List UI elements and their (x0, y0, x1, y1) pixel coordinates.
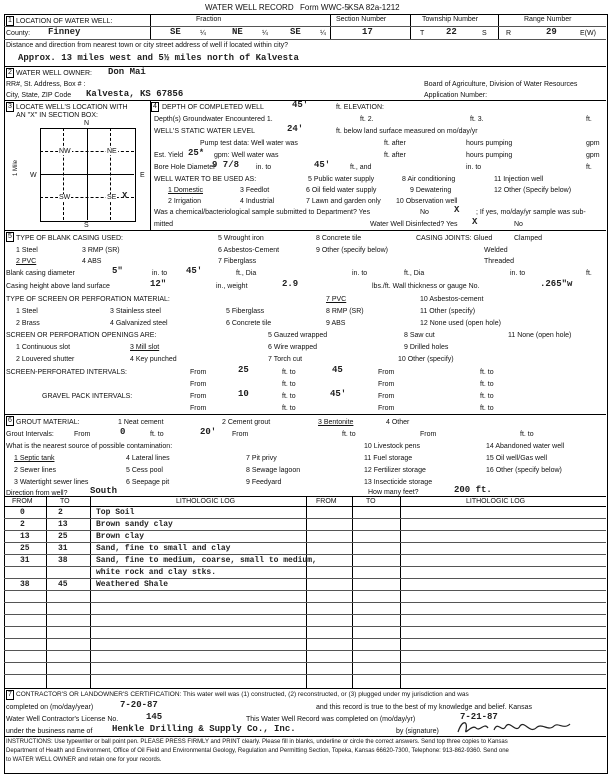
section-number-label: Section Number (336, 16, 387, 23)
log-row-7-to: 45 (58, 580, 68, 589)
screen-type-label: TYPE OF SCREEN OR PERFORATION MATERIAL: (6, 296, 170, 303)
gravel-pack-label: GRAVEL PACK INTERVALS: (42, 393, 133, 400)
static-level-rest: ft. below land surface measured on mo/day/yr (336, 128, 478, 135)
grout-2: 2 Cement grout (222, 419, 271, 426)
perf-from-2-label: From (190, 381, 207, 388)
log-to-header: TO (60, 498, 70, 505)
fraction-3: SE (290, 27, 301, 37)
casing-5: 5 Wrought iron (218, 235, 264, 242)
yield-value: 25* (188, 148, 205, 158)
use-6: 6 Oil field water supply (306, 187, 377, 194)
township-t-label: T (420, 30, 425, 37)
log-from-header: FROM (12, 498, 33, 505)
completed-value: 7-20-87 (120, 700, 158, 710)
location-label: LOCATION OF WATER WELL: (16, 18, 113, 25)
log-row-3-to: 25 (58, 532, 68, 541)
gravel-to-4-label: ft. to (480, 405, 494, 412)
casing-7: 7 Fiberglass (218, 258, 257, 265)
locate-label-2: AN "X" IN SECTION BOX: (16, 112, 98, 119)
direction-label: Direction from well? (6, 490, 68, 497)
distance-label: Distance and direction from nearest town or city street address of well if located within city? (6, 42, 289, 49)
east-west-indicator: E(W) (580, 30, 596, 37)
pump-gpm-label: gpm (586, 140, 600, 147)
perf-from-label: From (190, 369, 207, 376)
grout-from-2-label: From (232, 431, 249, 438)
board-label: Board of Agriculture, Division of Water Resources (424, 81, 578, 88)
fraction-label: Fraction (196, 16, 222, 23)
screen-6: 6 Concrete tile (226, 320, 272, 327)
log-row-6-desc: white rock and clay stks. (96, 568, 217, 577)
gravel-from-value: 10 (238, 389, 249, 399)
gravel-to-value: 45' (330, 389, 347, 399)
static-level-value: 24' (287, 124, 304, 134)
perf-to-4-label: ft. to (480, 381, 494, 388)
log-row-7-desc: Weathered Shale (96, 580, 169, 589)
perf-to-3-label: ft. to (282, 381, 296, 388)
record-completed-value: 7-21-87 (460, 712, 498, 722)
contam-3: 3 Watertight sewer lines (14, 479, 89, 486)
casing-8: 8 Concrete tile (316, 235, 362, 242)
blank-ft-label: ft. (586, 270, 592, 277)
blank-diameter-value: 5" (112, 266, 123, 276)
bore-diameter-label: Bore Hole Diameter (154, 164, 216, 171)
perf-to-label: ft. to (282, 369, 296, 376)
form-title: WATER WELL RECORD (205, 3, 294, 12)
ksa-number: KSA 82a-1212 (348, 3, 400, 12)
screen-3: 3 Stainless steel (110, 308, 161, 315)
city-value: Kalvesta, KS 67856 (86, 89, 184, 99)
yield-after-label: ft. after (384, 152, 406, 159)
log-row-4-desc: Sand, fine to small and clay (96, 544, 231, 553)
quarter-2: ¼ (262, 30, 268, 37)
log-row-1-from: 0 (20, 508, 25, 517)
west-label: W (30, 172, 37, 179)
license-label: Water Well Contractor's License No. (6, 716, 119, 723)
chem-no-label: No (420, 209, 429, 216)
opening-2: 2 Louvered shutter (16, 356, 75, 363)
certification-text-2: and this record is true to the best of my knowledge and belief. Kansas (316, 704, 532, 711)
contamination-label: What is the nearest source of possible contamination: (6, 443, 173, 450)
section-number-value: 17 (362, 27, 373, 37)
grout-from-3-label: From (420, 431, 437, 438)
north-label: N (84, 120, 90, 127)
mitted-label: mitted (154, 221, 174, 228)
joints-clamped: Clamped (514, 235, 543, 242)
chem-rest-label: ; If yes, mo/day/yr sample was sub- (476, 209, 586, 216)
log-row-1-to: 2 (58, 508, 63, 517)
gravel-from-4-label: From (378, 405, 395, 412)
blank-dia-label: ft., Dia (236, 270, 257, 277)
how-many-feet-label: How many feet? (368, 489, 419, 496)
record-completed-label: This Water Well Record was completed on (mo/day/yr) (246, 716, 416, 723)
use-9: 9 Dewatering (410, 187, 452, 194)
contam-8: 8 Sewage lagoon (246, 467, 301, 474)
contam-1: 1 Septic tank (14, 455, 55, 462)
log-title-right: LITHOLOGIC LOG (466, 498, 526, 505)
disinfect-no-label: No (514, 221, 523, 228)
chem-sample-label: Was a chemical/bacteriological sample submitted to Department? Yes (154, 209, 371, 216)
contam-10: 10 Livestock pens (364, 443, 421, 450)
license-value: 145 (146, 712, 163, 722)
blank-in-to-3-label: in. to (510, 270, 526, 277)
instructions-line-2: Department of Health and Environment, Office of Oil Field and Environmental Geology, Regulation and Permitting Section, Topeka, Kansas 66620-7300, Telephone: 913-862-9360. Send one (6, 748, 509, 754)
log-row-1-desc: Top Soil (96, 508, 135, 517)
depth-label: DEPTH OF COMPLETED WELL (162, 104, 264, 111)
opening-1: 1 Continuous slot (16, 344, 71, 351)
perf-to-2-label: ft. to (480, 369, 494, 376)
se-label: SE (107, 194, 117, 201)
gravel-from-3-label: From (190, 405, 207, 412)
use-5: 5 Public water supply (308, 176, 375, 183)
grout-from-label: From (74, 431, 91, 438)
distance-value: Approx. 13 miles west and 5½ miles north of Kalvesta (18, 53, 299, 63)
section-2-number: 2 (6, 68, 14, 78)
opening-6: 6 Wire wrapped (268, 344, 318, 351)
blank-dia-2-label: ft., Dia (404, 270, 425, 277)
address-label: RR#, St. Address, Box # : (6, 81, 86, 88)
section-5-number: 5 (6, 232, 14, 242)
east-label: E (140, 172, 145, 179)
perf-to-value: 45 (332, 365, 343, 375)
gravel-to-label: ft. to (282, 393, 296, 400)
yield-label: Est. Yield (154, 152, 184, 159)
section-3-number: 3 (6, 102, 14, 112)
perforated-intervals-label: SCREEN-PERFORATED INTERVALS: (6, 369, 127, 376)
bore-ft-label: ft. (586, 164, 592, 171)
log-title-left: LITHOLOGIC LOG (176, 498, 236, 505)
how-many-feet-value: 200 ft. (454, 485, 492, 495)
locate-label-1: LOCATE WELL'S LOCATION WITH (16, 104, 128, 111)
mile-label: 1 Mile (13, 159, 20, 177)
use-11: 11 Injection well (494, 176, 544, 183)
grout-1: 1 Neat cement (118, 419, 164, 426)
contam-11: 11 Fuel storage (364, 455, 413, 462)
quarter-3: ¼ (320, 30, 326, 37)
opening-5: 5 Gauzed wrapped (268, 332, 328, 339)
log-row-3-from: 13 (20, 532, 30, 541)
grout-from-value: 0 (120, 427, 126, 437)
direction-value: South (90, 486, 118, 496)
owner-label: WATER WELL OWNER: (16, 70, 92, 77)
groundwater-2-label: ft. 2. (360, 116, 374, 123)
log-to-header-right: TO (366, 498, 376, 505)
groundwater-label: Depth(s) Groundwater Encountered 1. (154, 116, 273, 123)
fraction-2: NE (232, 27, 243, 37)
township-label: Township Number (422, 16, 479, 23)
completed-label: completed on (mo/day/year) (6, 704, 94, 711)
business-name-label: under the business name of (6, 728, 93, 735)
screen-4: 4 Galvanized steel (110, 320, 168, 327)
disinfect-yes-mark: X (472, 217, 478, 227)
grout-to-2-label: ft. to (342, 431, 356, 438)
section-7-number: 7 (6, 690, 14, 700)
perf-from-value: 25 (238, 365, 249, 375)
section-1-number: 1 (6, 16, 14, 26)
contam-9: 9 Feedyard (246, 479, 282, 486)
log-row-2-from: 2 (20, 520, 25, 529)
blank-to-value: 45' (186, 266, 203, 276)
certification-text: CONTRACTOR'S OR LANDOWNER'S CERTIFICATION: This water well was (1) constructed, (2) reconstructed, or (3) plugged under my jurisdiction and was (16, 691, 469, 698)
log-row-5-from: 31 (20, 556, 30, 565)
grout-3: 3 Bentonite (318, 419, 354, 426)
bore-diameter-value: 9 7/8 (212, 160, 240, 170)
wall-thickness-label: lbs./ft. Wall thickness or gauge No. (372, 283, 480, 290)
use-10: 10 Observation well (396, 198, 458, 205)
use-3: 3 Feedlot (240, 187, 270, 194)
contam-2: 2 Sewer lines (14, 467, 57, 474)
log-row-5-to: 38 (58, 556, 68, 565)
bore-in-to-label: in. to (256, 164, 272, 171)
pump-after-label: ft. after (384, 140, 406, 147)
opening-9: 9 Drilled holes (404, 344, 449, 351)
screen-12: 12 None used (open hole) (420, 320, 501, 327)
contam-6: 6 Seepage pit (126, 479, 170, 486)
county-value: Finney (48, 27, 81, 37)
opening-4: 4 Key punched (130, 356, 177, 363)
blank-in-to-label: in. to (152, 270, 168, 277)
opening-8: 8 Saw cut (404, 332, 435, 339)
contam-4: 4 Lateral lines (126, 455, 170, 462)
grout-material-label: GROUT MATERIAL: (16, 419, 80, 426)
screen-8: 8 RMP (SR) (326, 308, 364, 315)
perf-from-3-label: From (378, 381, 395, 388)
gravel-from-2-label: From (378, 393, 395, 400)
owner-value: Don Mai (108, 67, 146, 77)
contam-13: 13 Insecticide storage (364, 479, 433, 486)
pump-test-label: Pump test data: Well water was (200, 140, 298, 147)
bore-and-label: ft., and (350, 164, 372, 171)
use-4: 4 Industrial (240, 198, 275, 205)
grout-4: 4 Other (386, 419, 410, 426)
screen-10: 10 Asbestos-cement (420, 296, 484, 303)
use-label: WELL WATER TO BE USED AS: (154, 176, 257, 183)
screen-2: 2 Brass (16, 320, 40, 327)
section-4-number: 4 (151, 102, 159, 112)
elevation-label: ft. ELEVATION: (336, 104, 384, 111)
blank-in-to-2-label: in. to (352, 270, 368, 277)
gravel-to-2-label: ft. to (480, 393, 494, 400)
contam-14: 14 Abandoned water well (486, 443, 565, 450)
log-row-7-from: 38 (20, 580, 30, 589)
county-label: County: (6, 30, 31, 37)
sw-label: SW (59, 194, 71, 201)
log-row-2-to: 13 (58, 520, 68, 529)
grout-to-3-label: ft. to (520, 431, 534, 438)
static-level-label: WELL'S STATIC WATER LEVEL (154, 128, 256, 135)
application-number-label: Application Number: (424, 92, 488, 99)
south-label: S (84, 222, 89, 229)
business-name-value: Henkle Drilling & Supply Co., Inc. (112, 724, 296, 734)
gravel-from-label: From (190, 393, 207, 400)
casing-type-label: TYPE OF BLANK CASING USED: (16, 235, 123, 242)
instructions-line-1: INSTRUCTIONS: Use typewriter or ball point pen. PLEASE PRESS FIRMLY and PRINT clearly. Please fill in blanks, underline or circle the correct answers. Send top three copies to Kansas (6, 739, 508, 745)
yield-gpm-label: gpm: Well water was (214, 152, 279, 159)
use-1: 1 Domestic (168, 187, 204, 194)
opening-11: 11 None (open hole) (508, 332, 572, 339)
casing-height-label: Casing height above land surface (6, 283, 110, 290)
bore-in-to-2-label: in. to (466, 164, 482, 171)
log-row-4-to: 31 (58, 544, 68, 553)
contractor-signature (454, 716, 574, 741)
use-12: 12 Other (Specify below) (494, 187, 572, 194)
range-value: 29 (546, 27, 557, 37)
section-6-number: 6 (6, 416, 14, 426)
ne-label: NE (107, 148, 117, 155)
screen-5: 5 Fiberglass (226, 308, 265, 315)
log-row-4-from: 25 (20, 544, 30, 553)
groundwater-3-label: ft. 3. (470, 116, 484, 123)
screen-1: 1 Steel (16, 308, 38, 315)
log-from-header-right: FROM (316, 498, 337, 505)
city-label: City, State, ZIP Code (6, 92, 72, 99)
section-box (40, 128, 136, 222)
gravel-to-3-label: ft. to (282, 405, 296, 412)
contam-5: 5 Cess pool (126, 467, 163, 474)
contam-12: 12 Fertilizer storage (364, 467, 426, 474)
casing-4: 4 ABS (82, 258, 102, 265)
use-7: 7 Lawn and garden only (306, 198, 381, 205)
bore-depth-value: 45' (314, 160, 331, 170)
blank-diameter-label: Blank casing diameter (6, 270, 75, 277)
casing-1: 1 Steel (16, 247, 38, 254)
well-location-mark: X (122, 191, 128, 201)
opening-10: 10 Other (specify) (398, 356, 454, 363)
yield-gpm-end-label: gpm (586, 152, 600, 159)
contam-15: 15 Oil well/Gas well (486, 455, 548, 462)
nw-label: NW (59, 148, 71, 155)
screen-11: 11 Other (specify) (420, 308, 476, 315)
contam-7: 7 Pit privy (246, 455, 277, 462)
grout-to-label: ft. to (150, 431, 164, 438)
wall-thickness-value: .265"w (540, 279, 573, 289)
perf-ft-from-label: From (378, 369, 395, 376)
disinfect-label: Water Well Disinfected? Yes (370, 221, 458, 228)
log-row-5-desc: Sand, fine to medium, coarse, small to medium, (96, 556, 317, 565)
township-s-label: S (482, 30, 487, 37)
contam-16: 16 Other (specify below) (486, 467, 562, 474)
instructions-line-3: to WATER WELL OWNER and retain one for your records. (6, 757, 162, 763)
log-row-3-desc: Brown clay (96, 532, 145, 541)
form-number: Form WWC-5 (300, 3, 349, 12)
signature-label: by (signature) (396, 728, 439, 735)
openings-label: SCREEN OR PERFORATION OPENINGS ARE: (6, 332, 157, 339)
range-label: Range Number (524, 16, 572, 23)
signature-scribble (454, 716, 574, 738)
screen-9: 9 ABS (326, 320, 346, 327)
fraction-1: SE (170, 27, 181, 37)
use-2: 2 Irrigation (168, 198, 202, 205)
weight-label: in., weight (216, 283, 248, 290)
depth-value: 45' (292, 100, 309, 110)
yield-hours-label: hours pumping (466, 152, 513, 159)
weight-value: 2.9 (282, 279, 299, 289)
range-r-label: R (506, 30, 512, 37)
opening-3: 3 Mill slot (130, 344, 160, 351)
chem-no-mark: X (454, 205, 460, 215)
groundwater-ft-label: ft. (586, 116, 592, 123)
grout-to-value: 20' (200, 427, 217, 437)
joints-threaded: Threaded (484, 258, 514, 265)
joints-label: CASING JOINTS: Glued (416, 235, 493, 242)
casing-6: 6 Asbestos-Cement (218, 247, 280, 254)
casing-2: 2 PVC (16, 258, 37, 265)
use-8: 8 Air conditioning (402, 176, 456, 183)
casing-9: 9 Other (specify below) (316, 247, 388, 254)
casing-3: 3 RMP (SR) (82, 247, 120, 254)
log-row-2-desc: Brown sandy clay (96, 520, 173, 529)
casing-height-value: 12" (150, 279, 167, 289)
opening-7: 7 Torch cut (268, 356, 303, 363)
grout-intervals-label: Grout Intervals: (6, 431, 54, 438)
quarter-1: ¼ (200, 30, 206, 37)
screen-7: 7 PVC (326, 296, 347, 303)
pump-hours-label: hours pumping (466, 140, 513, 147)
joints-welded: Welded (484, 247, 508, 254)
township-value: 22 (446, 27, 457, 37)
